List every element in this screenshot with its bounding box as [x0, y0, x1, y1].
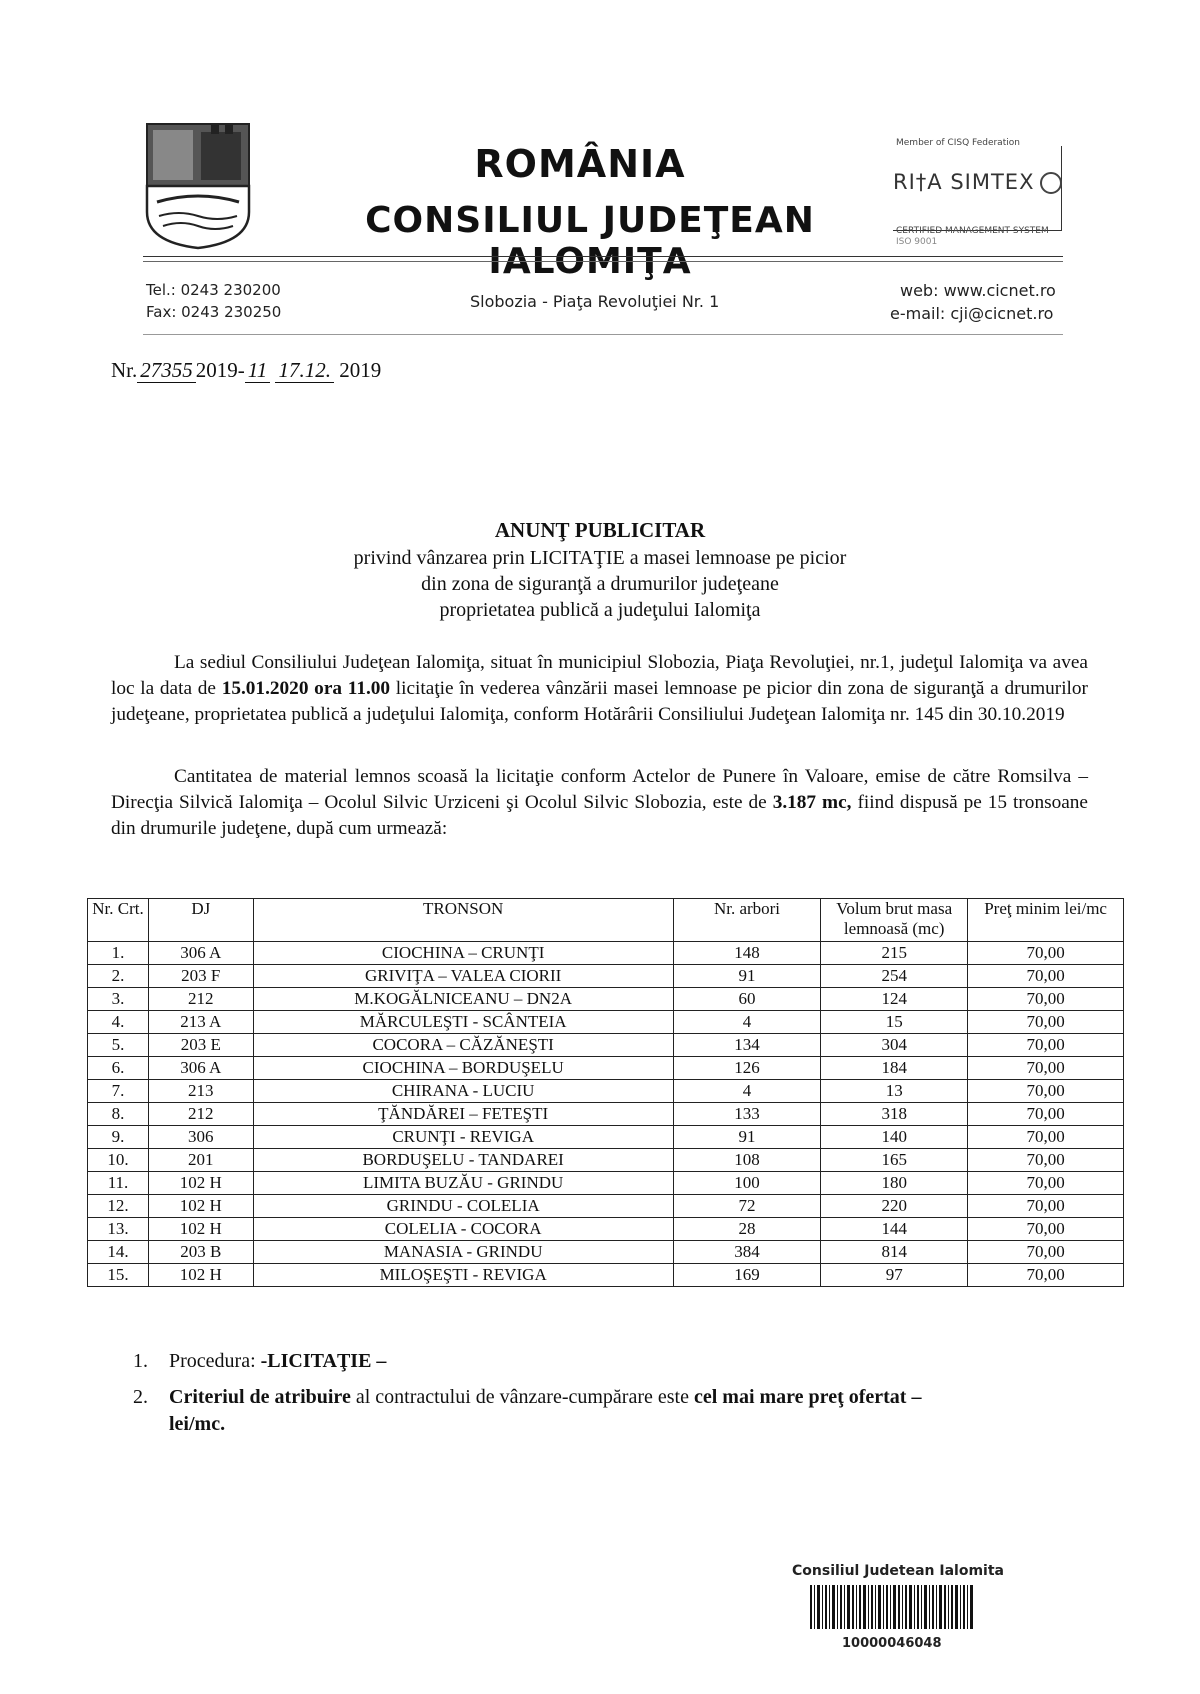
cell-trees: 169 — [673, 1264, 820, 1287]
cell-dj: 306 — [149, 1126, 254, 1149]
procedure-label: Procedura: — [169, 1350, 261, 1372]
cell-nr: 8. — [88, 1103, 149, 1126]
cell-trees: 4 — [673, 1080, 820, 1103]
cell-volume: 140 — [821, 1126, 968, 1149]
cell-tronson: LIMITA BUZĂU - GRINDU — [253, 1172, 673, 1195]
list-number: 1. — [133, 1350, 148, 1372]
table-body — [88, 942, 1124, 1287]
certification-member-text: Member of CISQ Federation — [896, 138, 1020, 148]
cell-volume: 180 — [821, 1172, 968, 1195]
column-header-tronson: TRONSON — [253, 899, 673, 942]
total-quantity: 3.187 mc, — [772, 792, 852, 813]
table-row — [88, 1172, 1124, 1195]
cell-nr: 13. — [88, 1218, 149, 1241]
table-row — [88, 1103, 1124, 1126]
cell-tronson: COCORA – CĂZĂNEŞTI — [253, 1034, 673, 1057]
cell-trees: 133 — [673, 1103, 820, 1126]
table-row — [88, 1218, 1124, 1241]
cell-min-price: 70,00 — [968, 1011, 1124, 1034]
condition-award-criterion — [133, 1381, 1113, 1413]
cell-min-price: 70,00 — [968, 1264, 1124, 1287]
cell-min-price: 70,00 — [968, 988, 1124, 1011]
table-row — [88, 1264, 1124, 1287]
cell-dj: 213 A — [149, 1011, 254, 1034]
table-header-row — [88, 899, 1124, 942]
cell-nr: 11. — [88, 1172, 149, 1195]
table-row — [88, 965, 1124, 988]
cell-dj: 203 F — [149, 965, 254, 988]
auction-date-time: 15.01.2020 ora 11.00 — [221, 678, 391, 699]
paragraph-2-text-b: fiind dispusă pe 15 tronsoane din drumurile judeţene, după cum urmează: — [111, 792, 1088, 839]
timber-lots-table — [87, 898, 1124, 1287]
cell-volume: 144 — [821, 1218, 968, 1241]
header-divider — [143, 256, 1063, 257]
cell-dj: 212 — [149, 1103, 254, 1126]
table-row — [88, 1057, 1124, 1080]
registry-stamp-code: 10000046048 — [842, 1636, 942, 1651]
column-header-min-price: Preţ minim lei/mc — [968, 899, 1124, 942]
contact-divider — [143, 334, 1063, 335]
cell-trees: 148 — [673, 942, 820, 965]
cell-trees: 384 — [673, 1241, 820, 1264]
cell-min-price: 70,00 — [968, 1057, 1124, 1080]
certification-logo: RI†A SIMTEX — [893, 170, 1035, 194]
cell-tronson: MANASIA - GRINDU — [253, 1241, 673, 1264]
registry-stamp-name: Consiliul Judetean Ialomita — [792, 1563, 1004, 1579]
cell-dj: 102 H — [149, 1195, 254, 1218]
registration-prefix: Nr. — [111, 358, 138, 382]
cell-dj: 306 A — [149, 1057, 254, 1080]
condition-procedure — [133, 1345, 1113, 1377]
registration-year: 2019 — [339, 358, 382, 382]
cell-min-price: 70,00 — [968, 1195, 1124, 1218]
announcement-subtitle-line-2: din zona de siguranţă a drumurilor judeţeane — [421, 573, 779, 595]
cell-tronson: GRIVIŢA – VALEA CIORII — [253, 965, 673, 988]
cell-trees: 72 — [673, 1195, 820, 1218]
cell-nr: 4. — [88, 1011, 149, 1034]
cell-trees: 134 — [673, 1034, 820, 1057]
cell-tronson: GRINDU - COLELIA — [253, 1195, 673, 1218]
cell-dj: 203 B — [149, 1241, 254, 1264]
award-criterion-text: al contractului de vânzare-cumpărare este — [350, 1386, 694, 1408]
cell-min-price: 70,00 — [968, 1126, 1124, 1149]
cell-tronson: COLELIA - COCORA — [253, 1218, 673, 1241]
table-row — [88, 988, 1124, 1011]
cell-min-price: 70,00 — [968, 1149, 1124, 1172]
cell-dj: 306 A — [149, 942, 254, 965]
cell-dj: 102 H — [149, 1218, 254, 1241]
table-row — [88, 1241, 1124, 1264]
registration-handwritten-code: 11 — [245, 358, 270, 383]
cell-volume: 184 — [821, 1057, 968, 1080]
cell-dj: 102 H — [149, 1264, 254, 1287]
table-row — [88, 1126, 1124, 1149]
cell-volume: 318 — [821, 1103, 968, 1126]
cell-tronson: MĂRCULEŞTI - SCÂNTEIA — [253, 1011, 673, 1034]
announcement-subtitle-line-1: privind vânzarea prin LICITAŢIE a masei lemnoase pe picior — [353, 547, 847, 569]
paragraph-1-text-a: La sediul Consiliului Judeţean Ialomiţa, situat în municipiul Slobozia, Piaţa Revoluţiei, nr.1, judeţul Ialomiţa va avea loc la data de — [111, 652, 1088, 699]
cell-nr: 5. — [88, 1034, 149, 1057]
cell-tronson: CRUNŢI - REVIGA — [253, 1126, 673, 1149]
table-row — [88, 1149, 1124, 1172]
cell-trees: 91 — [673, 965, 820, 988]
cell-volume: 254 — [821, 965, 968, 988]
cell-min-price: 70,00 — [968, 1103, 1124, 1126]
registration-year-separator: 2019- — [195, 358, 245, 382]
cell-min-price: 70,00 — [968, 1241, 1124, 1264]
phone-number: Tel.: 0243 230200 — [146, 281, 281, 299]
institution-title: CONSILIUL JUDEŢEAN IALOMIŢA — [365, 200, 815, 282]
county-coat-of-arms-icon — [143, 120, 253, 250]
paragraph-auction-details — [111, 650, 1088, 728]
country-title: ROMÂNIA — [474, 142, 686, 186]
cell-tronson: MILOŞEŞTI - REVIGA — [253, 1264, 673, 1287]
cell-trees: 100 — [673, 1172, 820, 1195]
cell-volume: 124 — [821, 988, 968, 1011]
cell-nr: 2. — [88, 965, 149, 988]
cell-tronson: BORDUŞELU - TANDAREI — [253, 1149, 673, 1172]
cell-nr: 3. — [88, 988, 149, 1011]
award-criterion-value: cel mai mare preţ ofertat – — [693, 1386, 922, 1408]
cell-trees: 91 — [673, 1126, 820, 1149]
table-row — [88, 942, 1124, 965]
cell-nr: 10. — [88, 1149, 149, 1172]
cell-dj: 201 — [149, 1149, 254, 1172]
cell-min-price: 70,00 — [968, 942, 1124, 965]
cell-nr: 12. — [88, 1195, 149, 1218]
paragraph-2-text-a: Cantitatea de material lemnos scoasă la licitaţie conform Actelor de Punere în Valoare, emise de către Romsilva – Direcţia Silvică Ialomiţa – Ocolul Silvic Urziceni şi Ocolul Silvic Slobozia, este de — [111, 766, 1088, 813]
certification-system-text: CERTIFIED MANAGEMENT SYSTEM — [896, 226, 1049, 236]
cell-nr: 14. — [88, 1241, 149, 1264]
announcement-subtitle-line-3: proprietatea publică a judeţului Ialomiţa — [439, 599, 761, 621]
column-header-dj: DJ — [149, 899, 254, 942]
cell-dj: 102 H — [149, 1172, 254, 1195]
cell-tronson: CHIRANA - LUCIU — [253, 1080, 673, 1103]
cell-trees: 108 — [673, 1149, 820, 1172]
cell-trees: 126 — [673, 1057, 820, 1080]
cell-volume: 304 — [821, 1034, 968, 1057]
registration-number — [111, 358, 381, 383]
cell-volume: 97 — [821, 1264, 968, 1287]
paragraph-quantity — [111, 764, 1088, 842]
table-row — [88, 1011, 1124, 1034]
column-header-trees: Nr. arbori — [673, 899, 820, 942]
table-row — [88, 1034, 1124, 1057]
cell-min-price: 70,00 — [968, 1172, 1124, 1195]
announcement-title: ANUNŢ PUBLICITAR — [494, 518, 706, 542]
cell-volume: 220 — [821, 1195, 968, 1218]
column-header-nr: Nr. Crt. — [88, 899, 149, 942]
cell-min-price: 70,00 — [968, 1034, 1124, 1057]
cell-dj: 213 — [149, 1080, 254, 1103]
cell-tronson: M.KOGĂLNICEANU – DN2A — [253, 988, 673, 1011]
cell-tronson: CIOCHINA – CRUNŢI — [253, 942, 673, 965]
cell-dj: 203 E — [149, 1034, 254, 1057]
registration-handwritten-date: 17.12. — [275, 358, 334, 383]
cell-trees: 28 — [673, 1218, 820, 1241]
cell-nr: 1. — [88, 942, 149, 965]
website: web: www.cicnet.ro — [900, 281, 1056, 300]
fax-number: Fax: 0243 230250 — [146, 303, 282, 321]
certification-iso-text: ISO 9001 — [896, 237, 938, 247]
certification-ring-icon — [1040, 172, 1062, 194]
cell-nr: 15. — [88, 1264, 149, 1287]
address: Slobozia - Piaţa Revoluţiei Nr. 1 — [470, 292, 720, 311]
paragraph-1-text-b: licitaţie în vederea vânzării masei lemnoase pe picior din zona de siguranţă a drumurilor judeţeane, proprietatea publică a judeţului Ialomiţa, conform Hotărârii Consiliului Judeţean Ialomiţa nr. 145 din 30.10.2019 — [111, 678, 1088, 725]
cell-volume: 814 — [821, 1241, 968, 1264]
table-row — [88, 1195, 1124, 1218]
cell-min-price: 70,00 — [968, 1218, 1124, 1241]
table-row — [88, 1080, 1124, 1103]
cell-min-price: 70,00 — [968, 1080, 1124, 1103]
cell-trees: 4 — [673, 1011, 820, 1034]
cell-volume: 165 — [821, 1149, 968, 1172]
registration-handwritten-number: 27355 — [137, 358, 196, 383]
cell-volume: 13 — [821, 1080, 968, 1103]
header-divider-thin — [143, 261, 1063, 262]
cell-dj: 212 — [149, 988, 254, 1011]
barcode-icon — [810, 1585, 975, 1629]
award-criterion-label: Criteriul de atribuire — [169, 1386, 351, 1408]
list-number: 2. — [133, 1386, 148, 1408]
award-criterion-unit: lei/mc. — [169, 1413, 226, 1435]
email: e-mail: cji@cicnet.ro — [890, 304, 1054, 323]
cell-tronson: ŢĂNDĂREI – FETEŞTI — [253, 1103, 673, 1126]
cell-volume: 215 — [821, 942, 968, 965]
column-header-volume: Volum brut masa lemnoasă (mc) — [821, 899, 968, 942]
cell-nr: 7. — [88, 1080, 149, 1103]
cell-min-price: 70,00 — [968, 965, 1124, 988]
cell-tronson: CIOCHINA – BORDUŞELU — [253, 1057, 673, 1080]
cell-nr: 6. — [88, 1057, 149, 1080]
cell-volume: 15 — [821, 1011, 968, 1034]
cell-trees: 60 — [673, 988, 820, 1011]
procedure-value: -LICITAŢIE – — [260, 1350, 387, 1372]
cell-nr: 9. — [88, 1126, 149, 1149]
